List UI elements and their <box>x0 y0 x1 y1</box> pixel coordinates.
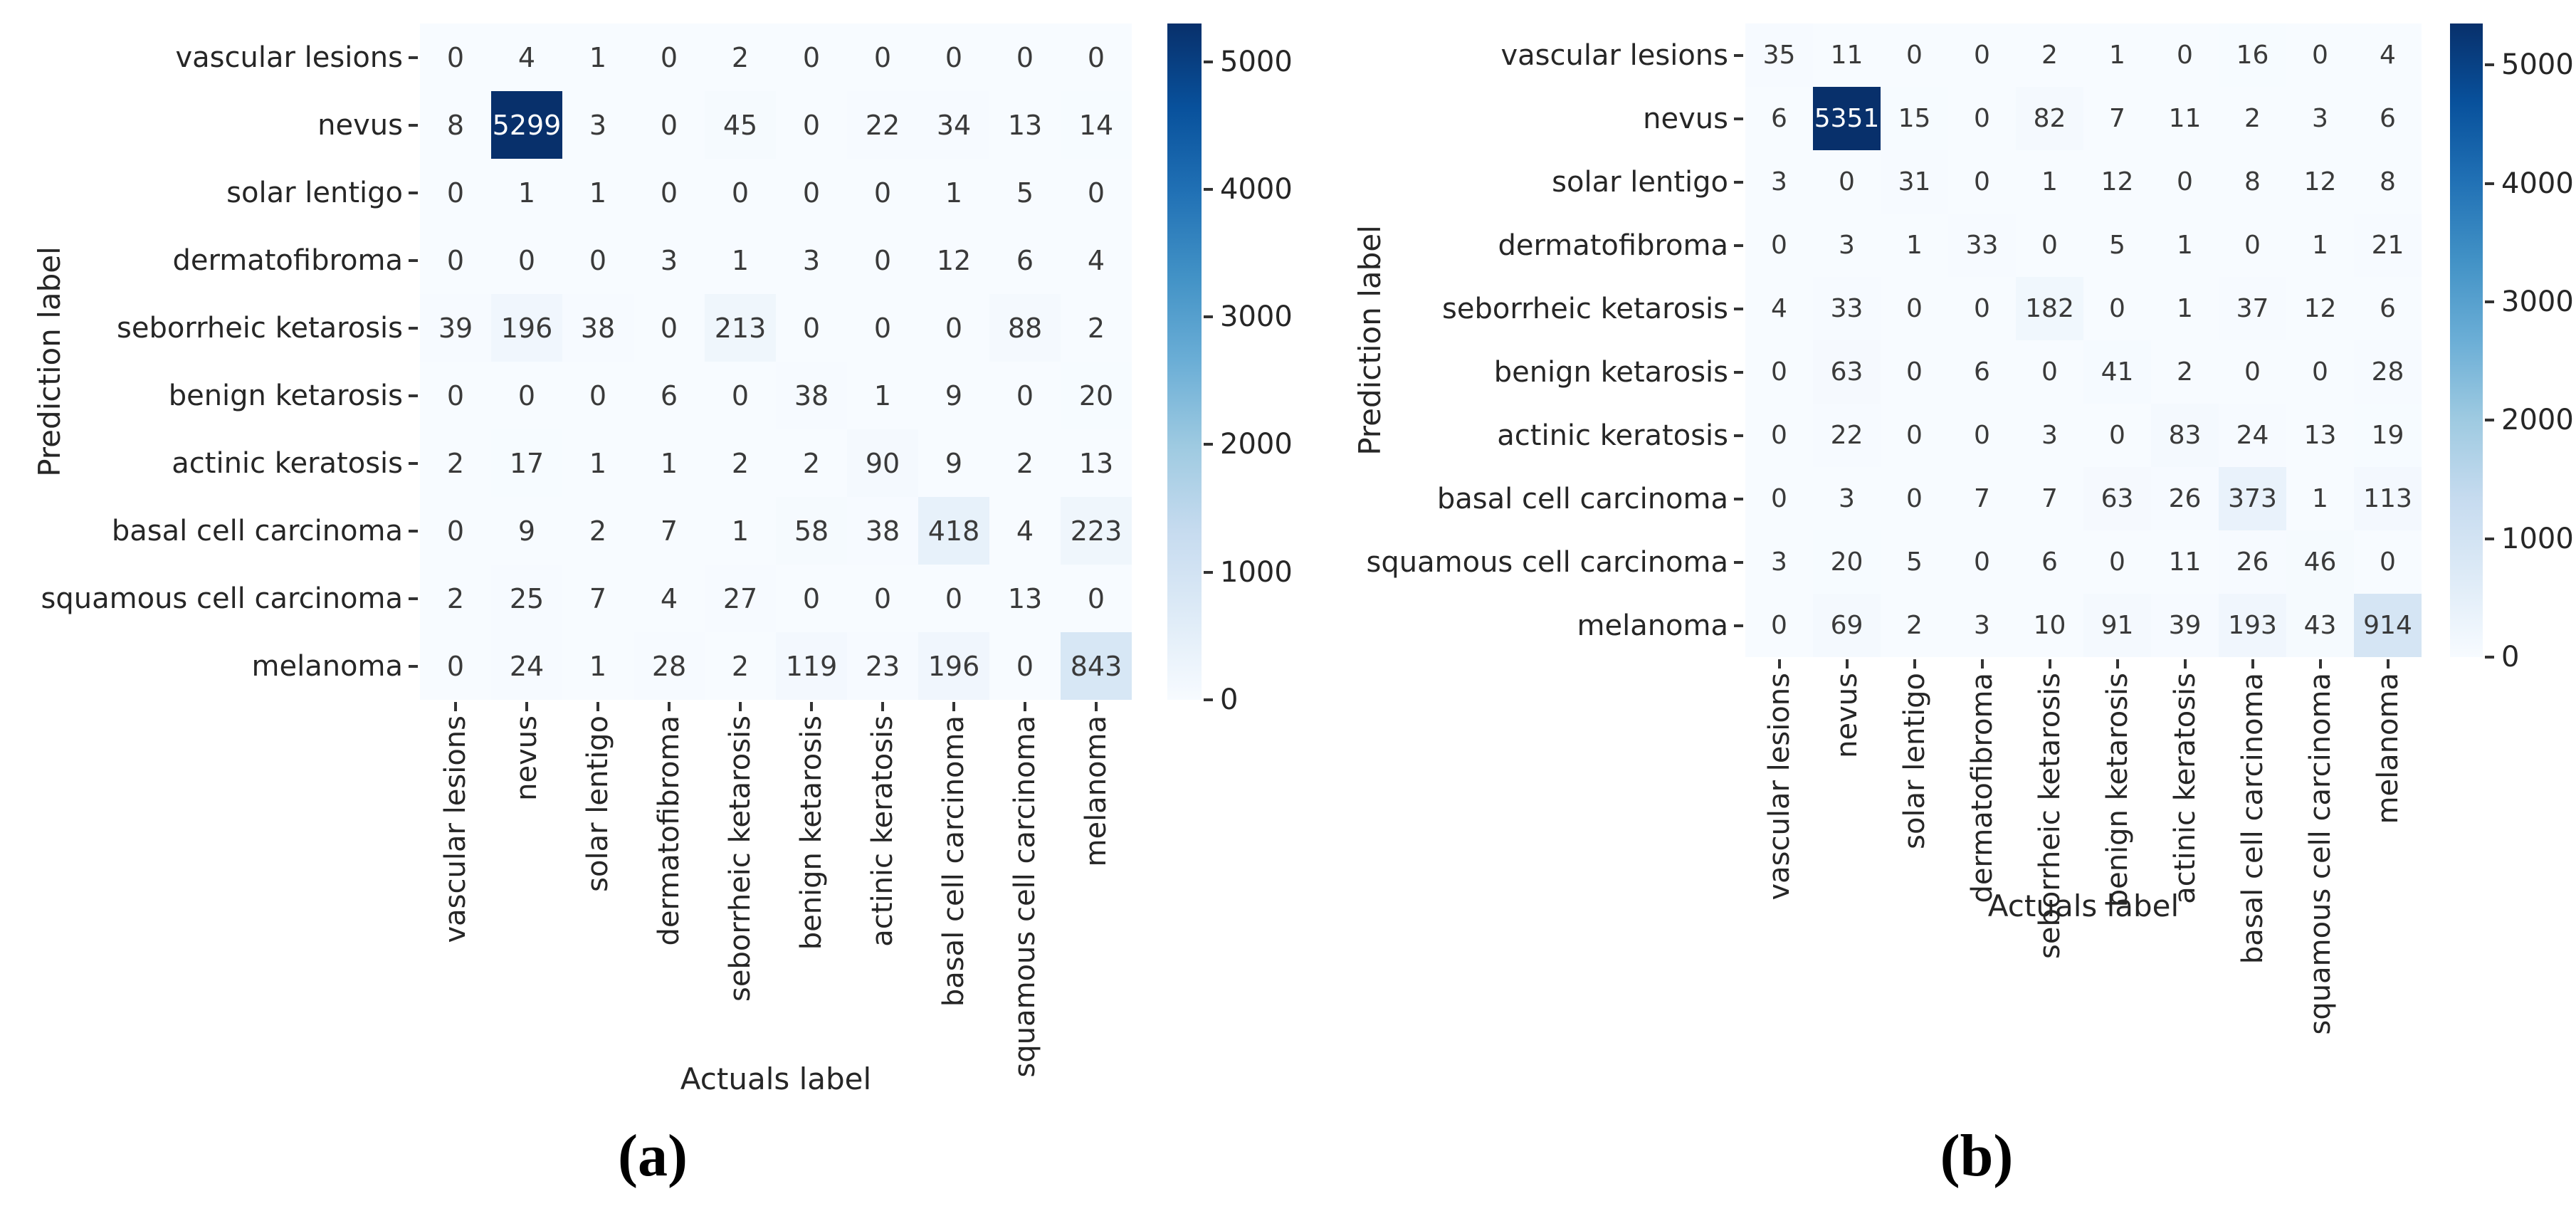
colorbar-tick-mark <box>2485 182 2494 185</box>
y-tick-label: nevus <box>1643 102 1728 135</box>
heatmap-cell-r9-c7: 193 <box>2219 594 2286 657</box>
y-tick-label: benign ketarosis <box>168 379 403 412</box>
colorbar <box>2450 23 2483 657</box>
x-tick-label: squamous cell carcinoma <box>1009 715 1041 1078</box>
heatmap-cell-r5-c5: 41 <box>2083 340 2151 404</box>
heatmap-cell-r8-c5: 0 <box>776 565 847 632</box>
heatmap-cell-r0-c3: 0 <box>1948 23 2016 87</box>
heatmap-cell-r1-c1: 5299 <box>491 91 562 159</box>
heatmap-cell-r4-c2: 38 <box>562 294 634 362</box>
x-tick-label: melanoma <box>2371 673 2404 824</box>
heatmap-cell-r5-c9: 20 <box>1061 362 1132 429</box>
x-tick-label: basal cell carcinoma <box>2236 673 2269 965</box>
heatmap-cell-r3-c8: 1 <box>2286 214 2354 277</box>
heatmap-cell-r1-c4: 82 <box>2016 87 2083 150</box>
heatmap-cell-r5-c2: 0 <box>1881 340 1948 404</box>
colorbar-tick-mark <box>2485 300 2494 303</box>
heatmap-cell-r9-c8: 0 <box>989 632 1061 700</box>
heatmap-cell-r6-c6: 83 <box>2151 404 2219 467</box>
colorbar-tick-mark <box>2485 656 2494 659</box>
heatmap-cell-r4-c7: 0 <box>918 294 989 362</box>
heatmap-cell-r1-c0: 8 <box>420 91 491 159</box>
heatmap-cell-r3-c0: 0 <box>1745 214 1813 277</box>
heatmap-cell-r1-c6: 22 <box>847 91 918 159</box>
heatmap-cell-r9-c3: 28 <box>634 632 705 700</box>
y-tick-mark <box>1734 371 1743 374</box>
x-tick-mark <box>2049 659 2051 669</box>
colorbar-tick-label: 4000 <box>2501 167 2574 200</box>
y-tick-label: melanoma <box>1577 609 1728 642</box>
heatmap-cell-r4-c3: 0 <box>634 294 705 362</box>
heatmap-cell-r5-c8: 0 <box>989 362 1061 429</box>
heatmap-cell-r2-c5: 0 <box>776 159 847 226</box>
colorbar-tick-label: 5000 <box>1220 45 1293 78</box>
heatmap-cell-r0-c6: 0 <box>847 23 918 91</box>
y-tick-label: basal cell carcinoma <box>111 514 403 547</box>
colorbar-tick-label: 2000 <box>2501 404 2574 437</box>
heatmap-cell-r8-c4: 27 <box>705 565 776 632</box>
heatmap-cell-r2-c9: 8 <box>2354 150 2422 214</box>
heatmap-cell-r4-c5: 0 <box>776 294 847 362</box>
x-tick-label: melanoma <box>1080 715 1113 867</box>
x-tick-label: benign ketarosis <box>2101 673 2134 908</box>
heatmap-cell-r8-c3: 0 <box>1948 530 2016 594</box>
y-tick-label: actinic keratosis <box>172 446 403 480</box>
x-tick-mark <box>2319 659 2322 669</box>
heatmap-cell-r6-c9: 13 <box>1061 429 1132 497</box>
heatmap-cell-r8-c3: 4 <box>634 565 705 632</box>
heatmap-cell-r6-c1: 17 <box>491 429 562 497</box>
heatmap-cell-r1-c8: 13 <box>989 91 1061 159</box>
heatmap-cell-r5-c4: 0 <box>705 362 776 429</box>
heatmap-cell-r6-c3: 1 <box>634 429 705 497</box>
y-tick-label: melanoma <box>251 649 403 683</box>
colorbar-tick-label: 0 <box>2501 641 2520 673</box>
heatmap-cell-r6-c4: 2 <box>705 429 776 497</box>
y-tick-mark <box>1734 434 1743 437</box>
y-tick-label: vascular lesions <box>1500 38 1728 72</box>
heatmap-cell-r0-c5: 1 <box>2083 23 2151 87</box>
y-tick-mark <box>1734 54 1743 57</box>
heatmap-cell-r2-c3: 0 <box>634 159 705 226</box>
heatmap-cell-r0-c5: 0 <box>776 23 847 91</box>
heatmap-cell-r9-c7: 196 <box>918 632 989 700</box>
heatmap-cell-r5-c0: 0 <box>420 362 491 429</box>
y-tick-label: solar lentigo <box>1552 165 1728 199</box>
heatmap-cell-r6-c1: 22 <box>1813 404 1881 467</box>
heatmap-cell-r9-c4: 10 <box>2016 594 2083 657</box>
x-tick-label: vascular lesions <box>439 715 472 943</box>
heatmap-cell-r0-c7: 16 <box>2219 23 2286 87</box>
y-tick-mark <box>1734 244 1743 247</box>
heatmap-cell-r4-c9: 6 <box>2354 277 2422 340</box>
y-tick-label: actinic keratosis <box>1497 419 1728 452</box>
heatmap-cell-r2-c0: 3 <box>1745 150 1813 214</box>
heatmap-cell-r7-c5: 58 <box>776 497 847 565</box>
heatmap-cell-r2-c8: 12 <box>2286 150 2354 214</box>
heatmap-cell-r6-c8: 13 <box>2286 404 2354 467</box>
heatmap-cell-r0-c2: 1 <box>562 23 634 91</box>
heatmap-cell-r2-c7: 1 <box>918 159 989 226</box>
heatmap-cell-r9-c1: 69 <box>1813 594 1881 657</box>
y-tick-label: squamous cell carcinoma <box>41 582 403 615</box>
colorbar-tick-label: 2000 <box>1220 428 1293 461</box>
x-tick-label: basal cell carcinoma <box>937 715 970 1007</box>
heatmap-cell-r3-c1: 3 <box>1813 214 1881 277</box>
heatmap-cell-r0-c0: 0 <box>420 23 491 91</box>
x-tick-label: solar lentigo <box>582 715 614 892</box>
colorbar-tick-label: 0 <box>1220 683 1239 716</box>
heatmap-cell-r1-c9: 14 <box>1061 91 1132 159</box>
heatmap-cell-r4-c4: 182 <box>2016 277 2083 340</box>
heatmap-cell-r0-c3: 0 <box>634 23 705 91</box>
x-tick-label: actinic keratosis <box>866 715 899 947</box>
heatmap-cell-r0-c8: 0 <box>2286 23 2354 87</box>
x-tick-label: dermatofibroma <box>653 715 685 946</box>
heatmap-cell-r9-c0: 0 <box>420 632 491 700</box>
heatmap-cell-r5-c3: 6 <box>1948 340 2016 404</box>
heatmap-cell-r0-c1: 4 <box>491 23 562 91</box>
heatmap-cell-r6-c7: 24 <box>2219 404 2286 467</box>
heatmap-cell-r1-c7: 2 <box>2219 87 2286 150</box>
y-axis-title: Prediction label <box>1352 225 1387 456</box>
heatmap-cell-r4-c2: 0 <box>1881 277 1948 340</box>
y-tick-label: solar lentigo <box>226 176 403 209</box>
heatmap-cell-r3-c2: 0 <box>562 226 634 294</box>
heatmap-cell-r2-c7: 8 <box>2219 150 2286 214</box>
heatmap-cell-r1-c3: 0 <box>1948 87 2016 150</box>
heatmap-cell-r8-c9: 0 <box>2354 530 2422 594</box>
x-tick-label: dermatofibroma <box>1965 673 1999 903</box>
heatmap-cell-r5-c1: 63 <box>1813 340 1881 404</box>
heatmap-cell-r6-c0: 2 <box>420 429 491 497</box>
heatmap-cell-r9-c2: 1 <box>562 632 634 700</box>
heatmap-cell-r5-c6: 2 <box>2151 340 2219 404</box>
heatmap-cell-r5-c7: 9 <box>918 362 989 429</box>
heatmap-cell-r6-c8: 2 <box>989 429 1061 497</box>
heatmap-cell-r3-c3: 3 <box>634 226 705 294</box>
heatmap-cell-r1-c4: 45 <box>705 91 776 159</box>
y-tick-label: vascular lesions <box>175 41 403 74</box>
heatmap-cell-r9-c1: 24 <box>491 632 562 700</box>
heatmap-cell-r9-c9: 914 <box>2354 594 2422 657</box>
heatmap-grid-b <box>1745 23 2422 657</box>
x-tick-label: nevus <box>510 715 543 801</box>
colorbar-tick-mark <box>2485 419 2494 421</box>
y-tick-label: benign ketarosis <box>1493 355 1728 389</box>
heatmap-cell-r4-c0: 39 <box>420 294 491 362</box>
y-axis-title: Prediction label <box>32 246 67 477</box>
y-tick-mark <box>1734 308 1743 310</box>
heatmap-cell-r4-c5: 0 <box>2083 277 2151 340</box>
heatmap-cell-r5-c9: 28 <box>2354 340 2422 404</box>
heatmap-cell-r8-c6: 11 <box>2151 530 2219 594</box>
heatmap-cell-r2-c6: 0 <box>2151 150 2219 214</box>
heatmap-cell-r7-c0: 0 <box>1745 467 1813 530</box>
y-tick-label: dermatofibroma <box>1498 229 1728 262</box>
heatmap-cell-r7-c3: 7 <box>634 497 705 565</box>
heatmap-cell-r5-c3: 6 <box>634 362 705 429</box>
heatmap-cell-r1-c5: 7 <box>2083 87 2151 150</box>
heatmap-cell-r7-c3: 7 <box>1948 467 2016 530</box>
heatmap-cell-r1-c3: 0 <box>634 91 705 159</box>
heatmap-cell-r5-c1: 0 <box>491 362 562 429</box>
colorbar-tick-label: 4000 <box>1220 172 1293 206</box>
heatmap-cell-r1-c2: 3 <box>562 91 634 159</box>
heatmap-cell-r3-c3: 33 <box>1948 214 2016 277</box>
heatmap-cell-r8-c8: 46 <box>2286 530 2354 594</box>
heatmap-cell-r7-c7: 373 <box>2219 467 2286 530</box>
x-tick-mark <box>2387 659 2390 669</box>
heatmap-cell-r0-c4: 2 <box>2016 23 2083 87</box>
heatmap-cell-r1-c0: 6 <box>1745 87 1813 150</box>
heatmap-cell-r0-c9: 0 <box>1061 23 1132 91</box>
x-tick-label: actinic keratosis <box>2168 673 2202 904</box>
x-tick-label: benign ketarosis <box>795 715 828 950</box>
heatmap-cell-r7-c6: 38 <box>847 497 918 565</box>
heatmap-cell-r3-c7: 12 <box>918 226 989 294</box>
heatmap-cell-r8-c2: 5 <box>1881 530 1948 594</box>
heatmap-cell-r8-c1: 20 <box>1813 530 1881 594</box>
heatmap-cell-r2-c0: 0 <box>420 159 491 226</box>
x-tick-label: nevus <box>1830 673 1863 758</box>
heatmap-cell-r4-c3: 0 <box>1948 277 2016 340</box>
heatmap-cell-r4-c6: 0 <box>847 294 918 362</box>
x-tick-mark <box>2251 659 2254 669</box>
heatmap-cell-r3-c4: 0 <box>2016 214 2083 277</box>
heatmap-cell-r6-c9: 19 <box>2354 404 2422 467</box>
heatmap-cell-r6-c5: 0 <box>2083 404 2151 467</box>
heatmap-cell-r8-c1: 25 <box>491 565 562 632</box>
y-tick-label: nevus <box>317 108 403 142</box>
y-tick-label: seborrheic ketarosis <box>117 311 403 345</box>
x-tick-mark <box>1846 659 1849 669</box>
x-tick-mark <box>1913 659 1916 669</box>
heatmap-cell-r9-c8: 43 <box>2286 594 2354 657</box>
heatmap-cell-r2-c2: 31 <box>1881 150 1948 214</box>
colorbar-tick-label: 1000 <box>1220 555 1293 589</box>
heatmap-cell-r8-c0: 2 <box>420 565 491 632</box>
heatmap-cell-r6-c0: 0 <box>1745 404 1813 467</box>
colorbar-tick-label: 3000 <box>2501 285 2574 319</box>
x-axis-title: Actuals label <box>680 1061 872 1096</box>
heatmap-cell-r4-c1: 196 <box>491 294 562 362</box>
heatmap-cell-r5-c5: 38 <box>776 362 847 429</box>
y-tick-mark <box>1734 498 1743 500</box>
heatmap-cell-r1-c1: 5351 <box>1813 87 1881 150</box>
heatmap-cell-r9-c2: 2 <box>1881 594 1948 657</box>
x-tick-mark <box>2184 659 2187 669</box>
heatmap-cell-r3-c5: 3 <box>776 226 847 294</box>
heatmap-cell-r6-c5: 2 <box>776 429 847 497</box>
heatmap-cell-r9-c3: 3 <box>1948 594 2016 657</box>
heatmap-cell-r8-c0: 3 <box>1745 530 1813 594</box>
heatmap-cell-r5-c4: 0 <box>2016 340 2083 404</box>
heatmap-cell-r3-c9: 4 <box>1061 226 1132 294</box>
heatmap-cell-r3-c1: 0 <box>491 226 562 294</box>
x-tick-mark <box>1778 659 1781 669</box>
panel-caption: (b) <box>1940 1123 2014 1189</box>
heatmap-cell-r2-c4: 0 <box>705 159 776 226</box>
heatmap-cell-r8-c7: 26 <box>2219 530 2286 594</box>
heatmap-cell-r9-c5: 119 <box>776 632 847 700</box>
heatmap-cell-r5-c2: 0 <box>562 362 634 429</box>
heatmap-cell-r1-c9: 6 <box>2354 87 2422 150</box>
heatmap-cell-r2-c1: 0 <box>1813 150 1881 214</box>
heatmap-cell-r8-c6: 0 <box>847 565 918 632</box>
heatmap-cell-r7-c1: 9 <box>491 497 562 565</box>
heatmap-cell-r9-c4: 2 <box>705 632 776 700</box>
heatmap-cell-r0-c8: 0 <box>989 23 1061 91</box>
heatmap-cell-r0-c1: 11 <box>1813 23 1881 87</box>
heatmap-cell-r6-c7: 9 <box>918 429 989 497</box>
x-tick-mark <box>2116 659 2119 669</box>
heatmap-cell-r9-c6: 39 <box>2151 594 2219 657</box>
heatmap-cell-r8-c2: 7 <box>562 565 634 632</box>
x-tick-label: seborrheic ketarosis <box>724 715 757 1002</box>
heatmap-cell-r4-c9: 2 <box>1061 294 1132 362</box>
heatmap-cell-r6-c2: 1 <box>562 429 634 497</box>
colorbar-tick-mark <box>2485 538 2494 540</box>
heatmap-cell-r5-c6: 1 <box>847 362 918 429</box>
heatmap-cell-r0-c6: 0 <box>2151 23 2219 87</box>
heatmap-cell-r3-c2: 1 <box>1881 214 1948 277</box>
heatmap-cell-r2-c2: 1 <box>562 159 634 226</box>
x-tick-label: solar lentigo <box>1898 673 1931 849</box>
heatmap-cell-r3-c6: 0 <box>847 226 918 294</box>
heatmap-cell-r4-c8: 88 <box>989 294 1061 362</box>
heatmap-cell-r4-c4: 213 <box>705 294 776 362</box>
heatmap-cell-r6-c4: 3 <box>2016 404 2083 467</box>
heatmap-cell-r3-c4: 1 <box>705 226 776 294</box>
heatmap-cell-r1-c7: 34 <box>918 91 989 159</box>
heatmap-cell-r8-c7: 0 <box>918 565 989 632</box>
heatmap-cell-r0-c2: 0 <box>1881 23 1948 87</box>
heatmap-cell-r1-c2: 15 <box>1881 87 1948 150</box>
heatmap-cell-r4-c7: 37 <box>2219 277 2286 340</box>
heatmap-cell-r8-c4: 6 <box>2016 530 2083 594</box>
heatmap-cell-r4-c0: 4 <box>1745 277 1813 340</box>
heatmap-cell-r9-c5: 91 <box>2083 594 2151 657</box>
y-tick-mark <box>1734 117 1743 120</box>
y-tick-label: basal cell carcinoma <box>1436 482 1728 515</box>
heatmap-cell-r2-c9: 0 <box>1061 159 1132 226</box>
x-axis-title: Actuals label <box>1987 888 2180 923</box>
heatmap-cell-r2-c4: 1 <box>2016 150 2083 214</box>
heatmap-cell-r7-c2: 2 <box>562 497 634 565</box>
heatmap-cell-r0-c0: 35 <box>1745 23 1813 87</box>
heatmap-cell-r7-c9: 113 <box>2354 467 2422 530</box>
heatmap-cell-r0-c7: 0 <box>918 23 989 91</box>
heatmap-cell-r7-c2: 0 <box>1881 467 1948 530</box>
heatmap-cell-r3-c0: 0 <box>420 226 491 294</box>
heatmap-cell-r1-c6: 11 <box>2151 87 2219 150</box>
heatmap-cell-r7-c6: 26 <box>2151 467 2219 530</box>
heatmap-cell-r4-c1: 33 <box>1813 277 1881 340</box>
heatmap-cell-r9-c0: 0 <box>1745 594 1813 657</box>
heatmap-cell-r0-c4: 2 <box>705 23 776 91</box>
colorbar-tick-mark <box>2485 63 2494 66</box>
y-tick-label: seborrheic ketarosis <box>1442 292 1728 325</box>
y-tick-label: dermatofibroma <box>172 243 403 277</box>
heatmap-cell-r0-c9: 4 <box>2354 23 2422 87</box>
heatmap-cell-r3-c5: 5 <box>2083 214 2151 277</box>
heatmap-cell-r9-c6: 23 <box>847 632 918 700</box>
x-tick-label: vascular lesions <box>1762 673 1796 901</box>
heatmap-cell-r2-c5: 12 <box>2083 150 2151 214</box>
heatmap-cell-r5-c0: 0 <box>1745 340 1813 404</box>
heatmap-cell-r7-c7: 418 <box>918 497 989 565</box>
heatmap-cell-r6-c2: 0 <box>1881 404 1948 467</box>
heatmap-cell-r7-c9: 223 <box>1061 497 1132 565</box>
heatmap-cell-r3-c7: 0 <box>2219 214 2286 277</box>
heatmap-cell-r3-c6: 1 <box>2151 214 2219 277</box>
heatmap-cell-r9-c9: 843 <box>1061 632 1132 700</box>
heatmap-cell-r3-c9: 21 <box>2354 214 2422 277</box>
x-tick-label: squamous cell carcinoma <box>2303 673 2337 1035</box>
heatmap-cell-r5-c7: 0 <box>2219 340 2286 404</box>
heatmap-cell-r7-c0: 0 <box>420 497 491 565</box>
heatmap-cell-r4-c8: 12 <box>2286 277 2354 340</box>
heatmap-cell-r7-c4: 1 <box>705 497 776 565</box>
x-tick-label: seborrheic ketarosis <box>2033 673 2066 959</box>
heatmap-cell-r1-c8: 3 <box>2286 87 2354 150</box>
heatmap-cell-r5-c8: 0 <box>2286 340 2354 404</box>
heatmap-cell-r7-c8: 1 <box>2286 467 2354 530</box>
heatmap-cell-r1-c5: 0 <box>776 91 847 159</box>
panel-caption: (a) <box>618 1123 688 1189</box>
colorbar-tick-label: 1000 <box>2501 522 2574 555</box>
heatmap-cell-r2-c8: 5 <box>989 159 1061 226</box>
heatmap-cell-r8-c5: 0 <box>2083 530 2151 594</box>
heatmap-cell-r8-c9: 0 <box>1061 565 1132 632</box>
colorbar-tick-label: 3000 <box>1220 300 1293 334</box>
heatmap-cell-r7-c1: 3 <box>1813 467 1881 530</box>
heatmap-cell-r3-c8: 6 <box>989 226 1061 294</box>
y-tick-mark <box>1734 561 1743 564</box>
heatmap-cell-r8-c8: 13 <box>989 565 1061 632</box>
colorbar-tick-label: 5000 <box>2501 48 2574 82</box>
heatmap-cell-r2-c1: 1 <box>491 159 562 226</box>
heatmap-cell-r4-c6: 1 <box>2151 277 2219 340</box>
heatmap-cell-r2-c6: 0 <box>847 159 918 226</box>
x-tick-mark <box>1981 659 1984 669</box>
heatmap-cell-r7-c5: 63 <box>2083 467 2151 530</box>
heatmap-cell-r6-c3: 0 <box>1948 404 2016 467</box>
heatmap-cell-r2-c3: 0 <box>1948 150 2016 214</box>
y-tick-mark <box>1734 624 1743 627</box>
heatmap-cell-r6-c6: 90 <box>847 429 918 497</box>
y-tick-label: squamous cell carcinoma <box>1366 545 1728 579</box>
y-tick-mark <box>1734 181 1743 184</box>
heatmap-cell-r7-c4: 7 <box>2016 467 2083 530</box>
heatmap-cell-r7-c8: 4 <box>989 497 1061 565</box>
